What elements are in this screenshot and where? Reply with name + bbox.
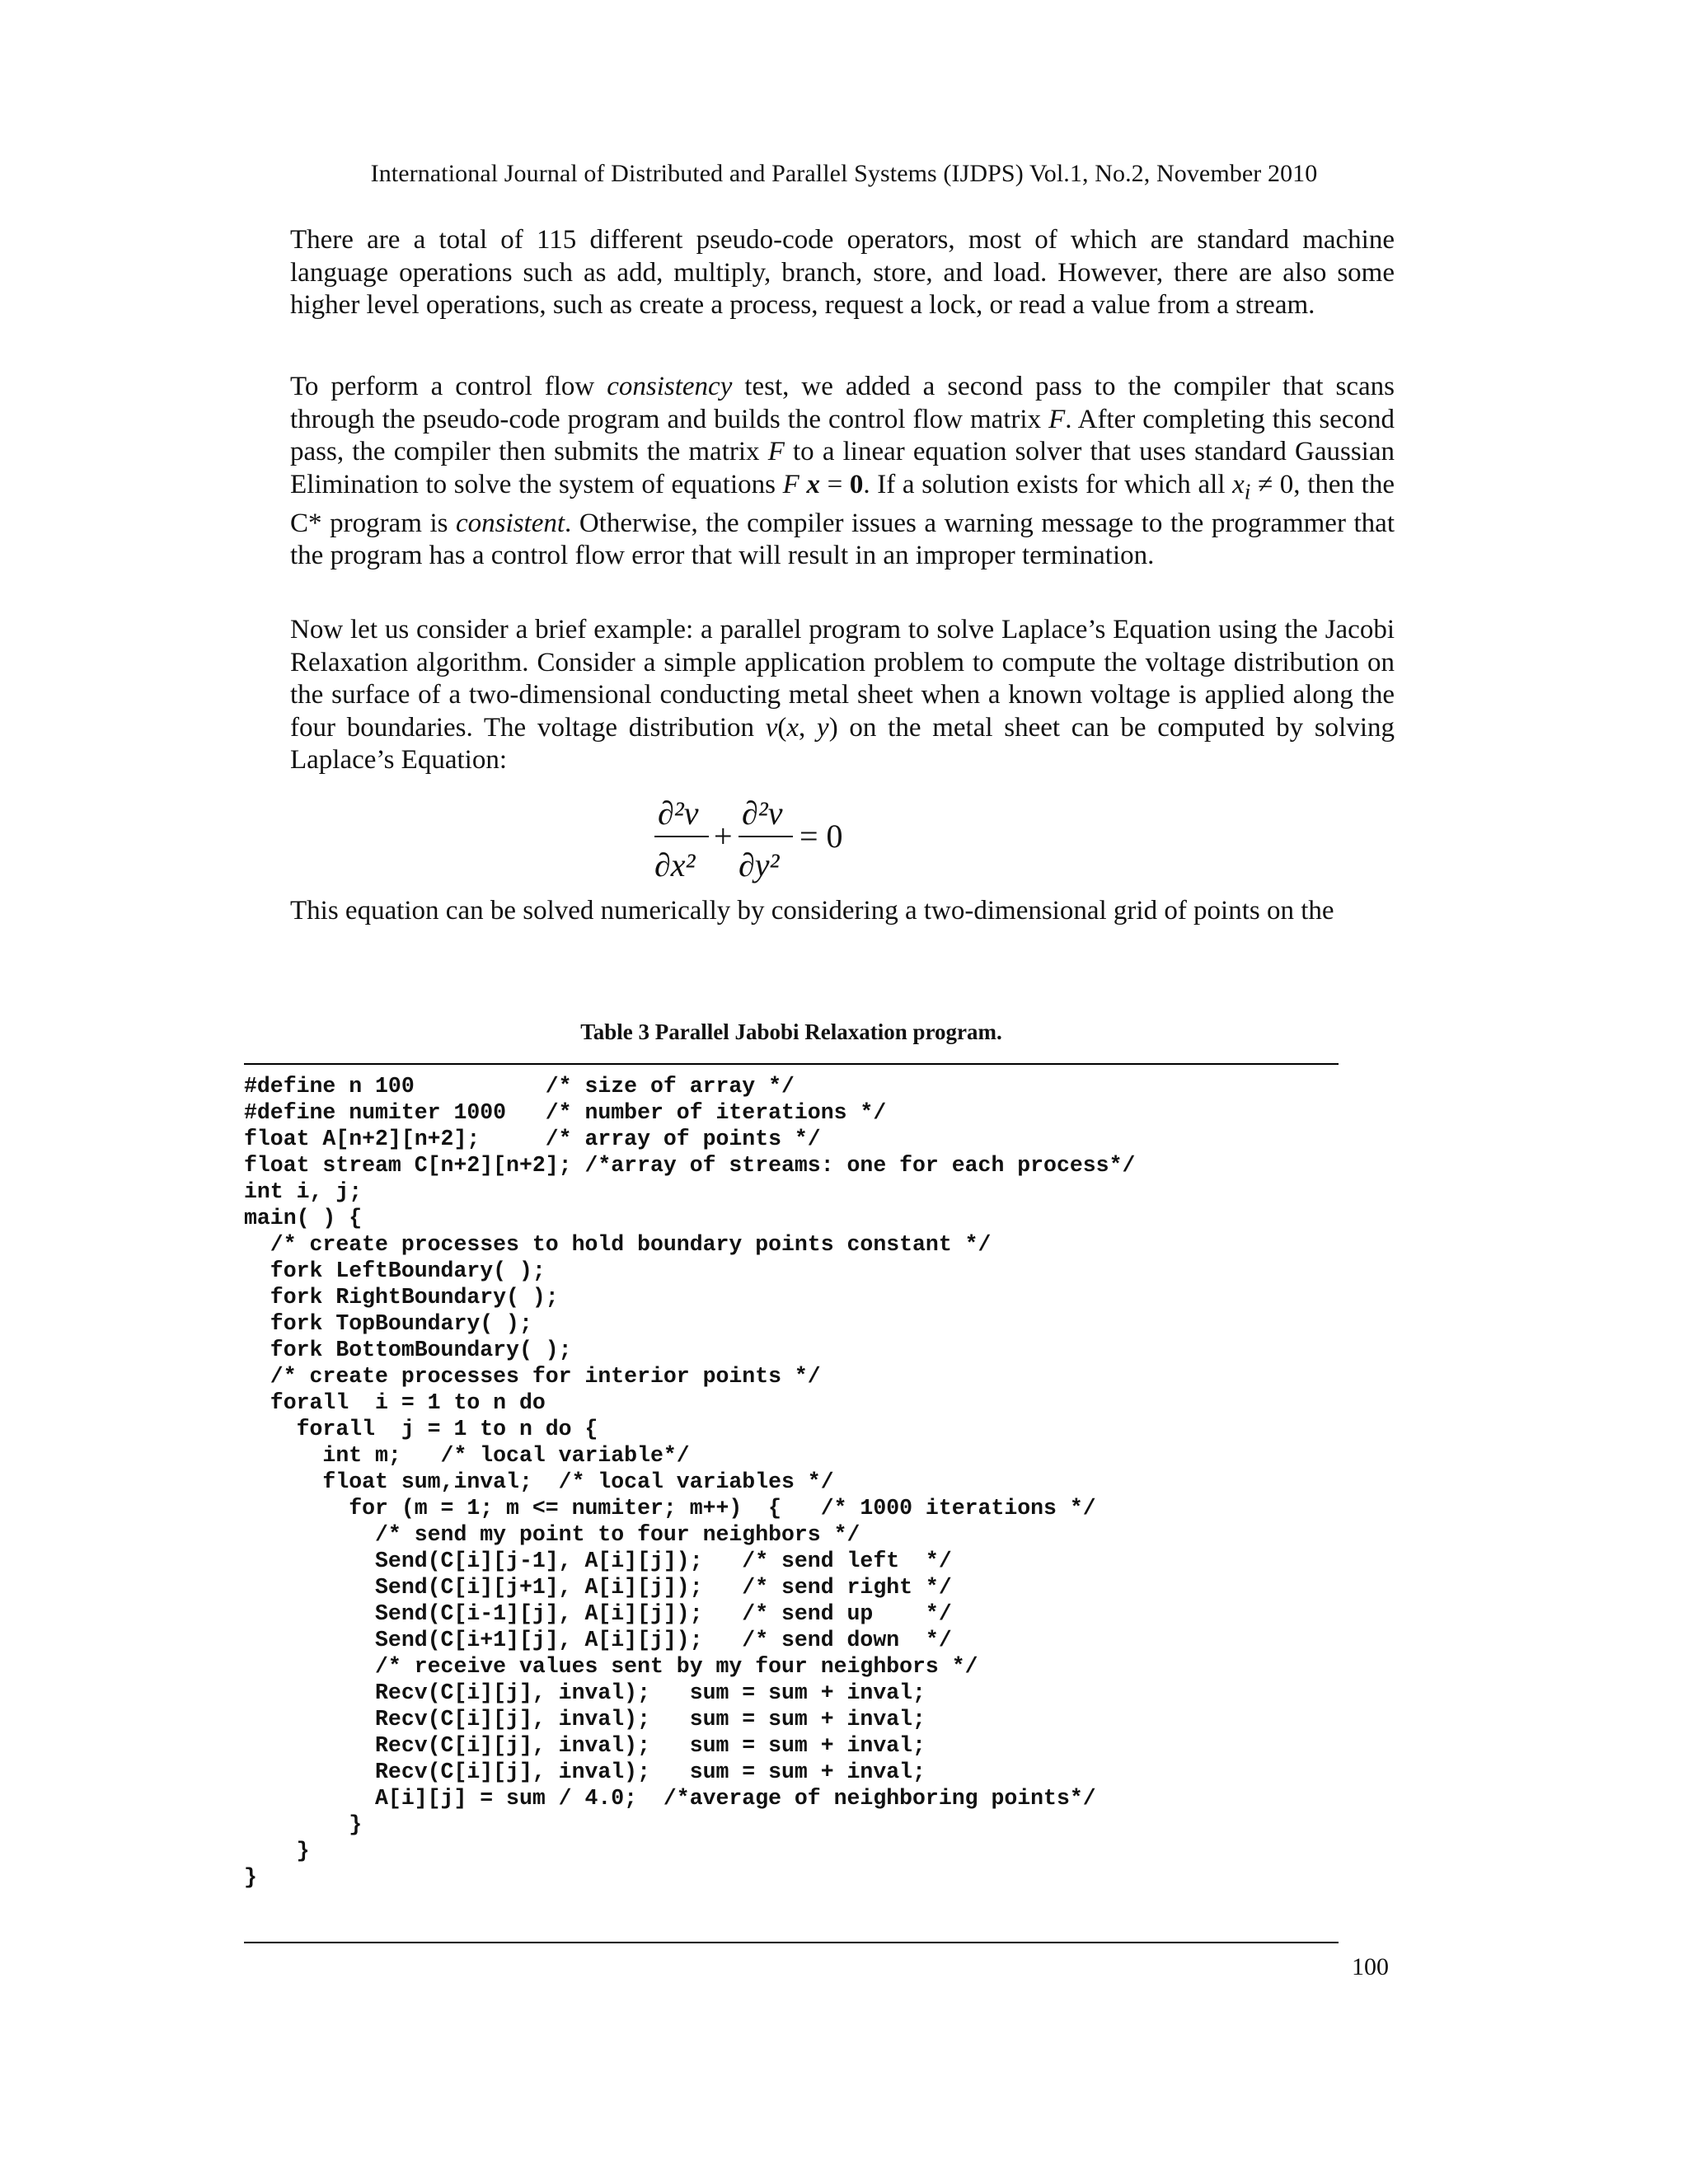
equation-numerator-1: ∂²v — [658, 794, 699, 832]
paragraph-laplace — [290, 614, 1395, 792]
code-line: #define numiter 1000 /* number of iterations */ — [244, 1100, 887, 1125]
text-run: to a linear equation solver that uses standard Gaussian Elimination to solve the system of equations — [290, 437, 1395, 499]
variable-symbol: x — [1232, 469, 1245, 499]
code-line: } — [244, 1865, 257, 1890]
code-line: Recv(C[i][j], inval); sum = sum + inval; — [244, 1760, 926, 1784]
code-line: Send(C[i-1][j], A[i][j]); /* send up */ — [244, 1601, 952, 1626]
code-line: fork RightBoundary( ); — [244, 1285, 559, 1310]
code-line: float A[n+2][n+2]; /* array of points */ — [244, 1127, 821, 1151]
text-run: test, we added a second pass to the compiler that scans through the pseudo-code program and builds the control flow matrix — [290, 372, 1395, 434]
table-top-rule — [244, 1063, 1339, 1065]
code-line: /* create processes for interior points */ — [244, 1364, 821, 1389]
code-line: Send(C[i][j+1], A[i][j]); /* send right */ — [244, 1575, 952, 1600]
text-run: To perform a control flow — [290, 372, 607, 401]
running-header: International Journal of Distributed and Parallel Systems (IJDPS) Vol.1, No.2, November 2010 — [370, 160, 1318, 187]
code-line: fork LeftBoundary( ); — [244, 1258, 546, 1283]
variable-symbol: x — [786, 712, 799, 743]
equation-denominator-2: ∂y² — [738, 846, 780, 883]
code-line: for (m = 1; m <= numiter; m++) { /* 1000 iterations */ — [244, 1496, 1096, 1521]
text-run: ( — [777, 712, 787, 743]
paragraph-operators — [290, 224, 1395, 337]
code-line: int m; /* local variable*/ — [244, 1443, 690, 1468]
code-line: } — [244, 1812, 363, 1837]
code-line: main( ) { — [244, 1206, 363, 1230]
code-line: float sum,inval; /* local variables */ — [244, 1469, 834, 1494]
text-run: , — [799, 712, 818, 743]
equation-denominator-1: ∂x² — [654, 846, 696, 883]
code-line: /* receive values sent by my four neighbors */ — [244, 1654, 978, 1679]
text-run: . Otherwise, the compiler issues a warning message to the programmer that the program has a control flow error that will result in an improper termination. — [290, 508, 1395, 571]
text-run: ) on the metal sheet can be computed by solving Laplace’s Equation: — [290, 712, 1395, 775]
code-line: Recv(C[i][j], inval); sum = sum + inval; — [244, 1680, 926, 1705]
code-line: Recv(C[i][j], inval); sum = sum + inval; — [244, 1733, 926, 1758]
equation-numerator-2: ∂²v — [742, 794, 783, 832]
code-line: /* send my point to four neighbors */ — [244, 1522, 860, 1547]
code-line: forall j = 1 to n do { — [244, 1417, 598, 1441]
code-line: A[i][j] = sum / 4.0; /*average of neighboring points*/ — [244, 1786, 1096, 1811]
zero-vector: 0 — [849, 469, 864, 499]
table-caption: Table 3 Parallel Jabobi Relaxation program. — [580, 1019, 1002, 1044]
code-line: /* create processes to hold boundary points constant */ — [244, 1232, 992, 1257]
code-line: forall i = 1 to n do — [244, 1390, 546, 1415]
subscript-symbol: i — [1244, 478, 1251, 504]
matrix-symbol: F — [1048, 404, 1066, 434]
code-line: float stream C[n+2][n+2]; /*array of streams: one for each process*/ — [244, 1153, 1136, 1178]
code-line: Recv(C[i][j], inval); sum = sum + inval; — [244, 1707, 926, 1732]
variable-symbol: v — [765, 712, 778, 743]
code-line: int i, j; — [244, 1179, 363, 1204]
code-line: fork TopBoundary( ); — [244, 1311, 532, 1336]
text-run: . If a solution exists for which all — [863, 469, 1233, 499]
paragraph-numerical: This equation can be solved numerically by considering a two-dimensional grid of points on the — [290, 896, 1334, 926]
matrix-symbol: F — [767, 437, 785, 466]
emphasis: consistent — [456, 508, 565, 538]
emphasis: consistency — [607, 372, 733, 401]
text-run: ≠ 0, then the C* program is — [290, 469, 1395, 538]
paragraph-consistency — [290, 371, 1395, 588]
code-listing — [244, 1073, 1135, 1891]
equation-rhs: = 0 — [799, 818, 843, 855]
matrix-symbol: F — [782, 469, 799, 499]
table-bottom-rule — [244, 1942, 1339, 1943]
code-line: fork BottomBoundary( ); — [244, 1338, 572, 1362]
text-run: Now let us consider a brief example: a parallel program to solve Laplace’s Equation using the Jacobi Relaxation algorithm. Consider a simple application problem to compute the voltage distribution on the surface of a two-dimensional conducting metal sheet when a known voltage is applied along the four boundaries. The voltage distribution — [290, 615, 1395, 743]
laplace-equation — [651, 787, 898, 894]
variable-symbol: y — [817, 712, 829, 743]
text-run: . After completing this second pass, the compiler then submits the matrix — [290, 404, 1395, 466]
code-line: } — [244, 1839, 310, 1863]
paragraph-text: There are a total of 115 different pseudo-code operators, most of which are standard machine language operations such as add, multiply, branch, store, and load. However, there are also some higher level operations, such as create a process, request a lock, or read a value from a stream. — [290, 225, 1395, 320]
vector-symbol: x — [806, 469, 820, 499]
code-line: Send(C[i+1][j], A[i][j]); /* send down */ — [244, 1628, 952, 1652]
text-run: = — [819, 469, 850, 499]
code-line: #define n 100 /* size of array */ — [244, 1074, 795, 1099]
page-number: 100 — [1352, 1953, 1389, 1980]
equation-plus: + — [714, 818, 733, 855]
code-line: Send(C[i][j-1], A[i][j]); /* send left */ — [244, 1549, 952, 1573]
